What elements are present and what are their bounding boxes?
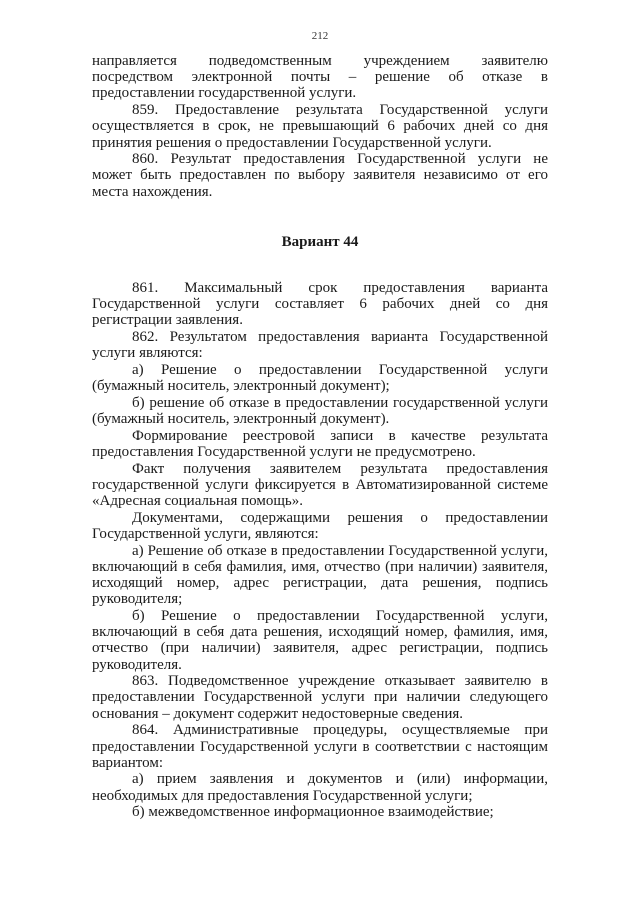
paragraph-864: 864. Административные процедуры, осуществляемые при предоставлении Государственной услуги в соответствии с настоящим вариантом:	[92, 722, 548, 771]
list-item-b: б) решение об отказе в предоставлении государственной услуги (бумажный носитель, электронный документ).	[92, 394, 548, 427]
paragraph-fact-receipt: Факт получения заявителем результата предоставления государственной услуги фиксируется в Автоматизированной системе «Адресная социальная помощь».	[92, 460, 548, 509]
paragraph-862: 862. Результатом предоставления варианта Государственной услуги являются:	[92, 328, 548, 362]
list-item-a-reception: а) прием заявления и документов и (или) информации, необходимых для предоставления Государственной услуги;	[92, 771, 548, 804]
paragraph-860: 860. Результат предоставления Государственной услуги не может быть предоставлен по выбору заявителя независимо от его места нахождения.	[92, 151, 548, 200]
section-heading: Вариант 44	[281, 233, 359, 250]
list-item-a-refusal: а) Решение об отказе в предоставлении Государственной услуги, включающий в себя фамилия, имя, отчество (при наличии) заявителя, исходящий номер, адрес регистрации, дата решения, подпись руководителя;	[92, 542, 548, 608]
paragraph-registry-record: Формирование реестровой записи в качестве результата предоставления Государственной услуги не предусмотрено.	[92, 427, 548, 460]
paragraph-859: 859. Предоставление результата Государственной услуги осуществляется в срок, не превышающий 6 рабочих дней со дня принятия решения о предоставлении Государственной услуги.	[92, 102, 548, 151]
list-item-b-interaction: б) межведомственное информационное взаимодействие;	[132, 804, 494, 821]
list-item-b-grant: б) Решение о предоставлении Государственной услуги, включающий в себя дата решения, исходящий номер, фамилия, имя, отчество (при наличии) заявителя, адрес регистрации, подпись руководителя.	[92, 607, 548, 673]
document-body	[92, 53, 548, 821]
page-number: 212	[311, 30, 329, 42]
paragraph-continuation: направляется подведомственным учреждением заявителю посредством электронной почты – решение об отказе в предоставлении государственной услуги.	[92, 53, 548, 102]
paragraph-863: 863. Подведомственное учреждение отказывает заявителю в предоставлении Государственной услуги при наличии следующего основания – документ содержит недостоверные сведения.	[92, 673, 548, 722]
paragraph-documents: Документами, содержащими решения о предоставлении Государственной услуги, являются:	[92, 509, 548, 542]
paragraph-861: 861. Максимальный срок предоставления варианта Государственной услуги составляет 6 рабочих дней со дня регистрации заявления.	[92, 279, 548, 329]
list-item-a: а) Решение о предоставлении Государственной услуги (бумажный носитель, электронный документ);	[92, 361, 548, 395]
